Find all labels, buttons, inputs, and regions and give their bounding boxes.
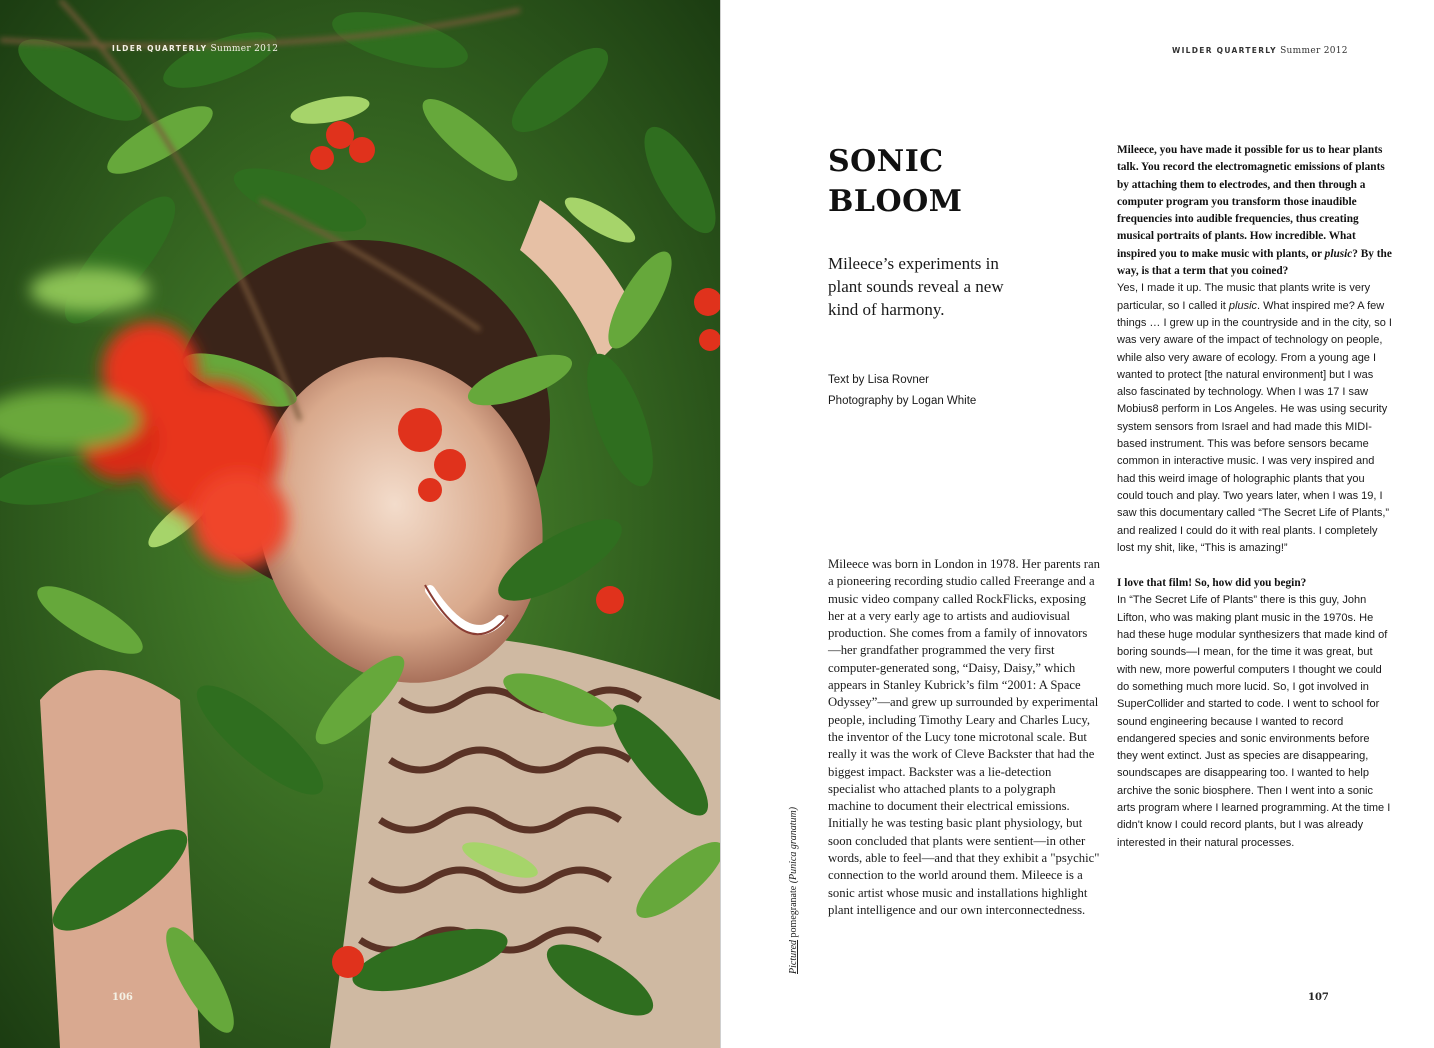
intro-paragraph: Mileece was born in London in 1978. Her parents ran a pioneering recording studio called Freerange and a music video company called RockFlicks, exposing her at a very early age to artists and audiovisual production. She comes from a family of innovators—her grandfather programmed the very first computer-generated song, “Daisy, Daisy,” which appears in Stanley Kubrick’s film “2001: A Space Odyssey”—and grew up surrounded by experimental people, including Timothy Leary and Charles Lucy, the inventor of the Lucy tone microtonal scale. But really it was the work of Cleve Backster that had the biggest impact. Backster was a lie-detection specialist who attached plants to a polygraph machine to document their electrical emissions. Initially he was testing basic plant physiology, but soon concluded that plants were sentient—in other words, able to feel—and that they exhibit a "psychic" connection to the world around them. Mileece is a sonic artist whose music and installations highlight plant intelligence and our own interconnectedness.: [828, 557, 1101, 917]
question-1-italic: plusic: [1324, 247, 1353, 260]
answer-2: In “The Secret Life of Plants” there is this guy, John Lifton, who was making plant music in the 1970s. He had these huge modular synthesizers that made kind of boring sounds—I mean, for the time it was great, but with new, more powerful computers I thought we could do something much more lucid. So, I got involved in SuperCollider and started to code. I went to school for sound engineering because I wanted to record endangered species and sonic environments before they went extinct. Just as species are disappearing, soundscapes are disappearing too. I wanted to help archive the sonic biosphere. Then I went into a sonic arts program where I learned programming. At the time I didn't know I could record plants, but I was already interested in their natural processes.: [1117, 594, 1391, 849]
question-2: I love that film! So, how did you begin?: [1117, 577, 1307, 590]
photo-caption: [788, 807, 799, 974]
right-running-header: [1172, 46, 1348, 56]
question-1-part-2: ? By the way, is that a term that you coined?: [1117, 247, 1392, 278]
text-credit: Text by Lisa Rovner: [828, 374, 929, 386]
question-1: [1117, 142, 1393, 280]
right-issue: Summer 2012: [1280, 46, 1348, 56]
interview-column: [1117, 142, 1393, 852]
right-page-number: 107: [1308, 992, 1329, 1003]
caption-label: Pictured: [788, 939, 799, 974]
photo-credit: Photography by Logan White: [828, 395, 977, 407]
spacer: [1117, 557, 1393, 575]
article-title: [828, 142, 962, 222]
answer-1: [1117, 280, 1393, 557]
left-magazine-name: ILDER QUARTERLY: [112, 44, 208, 53]
left-issue: Summer 2012: [210, 44, 279, 54]
answer-1-part-2: . What inspired me? A few things … I grew up in the countryside and in the city, so I was very aware of the impact of technology on people, while also very aware of ecology. From a young age I wanted to protect [the natural environment] but I was also fascinated by technology. When I was 17 I saw Mobius8 perform in Los Angeles. He was using security system sensors from Israel and had made this MIDI-based instrument. This was before sensors became common in interactive music. I was very inspired and had this weird image of holographic plants that you could touch and play. Two years later, when I was 19, I saw this documentary called “The Secret Life of Plants,” and realized I could do it with real plants. I completely lost my shit, like, “This is amazing!”: [1117, 299, 1392, 554]
article-subtitle: Mileece’s experiments in plant sounds reveal a new kind of harmony.: [828, 254, 1004, 319]
title-line-2: BLOOM: [828, 184, 963, 219]
right-magazine-name: WILDER QUARTERLY: [1172, 46, 1277, 55]
question-1-part-1: Mileece, you have made it possible for us to hear plants talk. You record the electromagnetic emissions of plants by attaching them to electrodes, and then through a computer program you transform those inaudible frequencies into audible frequencies, thus creating musical portraits of plants. How incredible. What inspired you to make music with plants, or: [1117, 144, 1385, 260]
title-line-1: SONIC: [828, 144, 944, 179]
answer-1-italic: plusic: [1228, 299, 1258, 312]
credits: [828, 370, 976, 412]
caption-text: pomegranate: [788, 885, 799, 938]
answer-1-part-1: Yes, I made it up. The music that plants write is very particular, so I called it: [1117, 282, 1371, 312]
left-page-number: 106: [112, 992, 133, 1003]
caption-latin: (Punica granatum): [788, 806, 799, 884]
left-running-header: [112, 44, 278, 54]
spine-divider: [720, 0, 721, 1048]
